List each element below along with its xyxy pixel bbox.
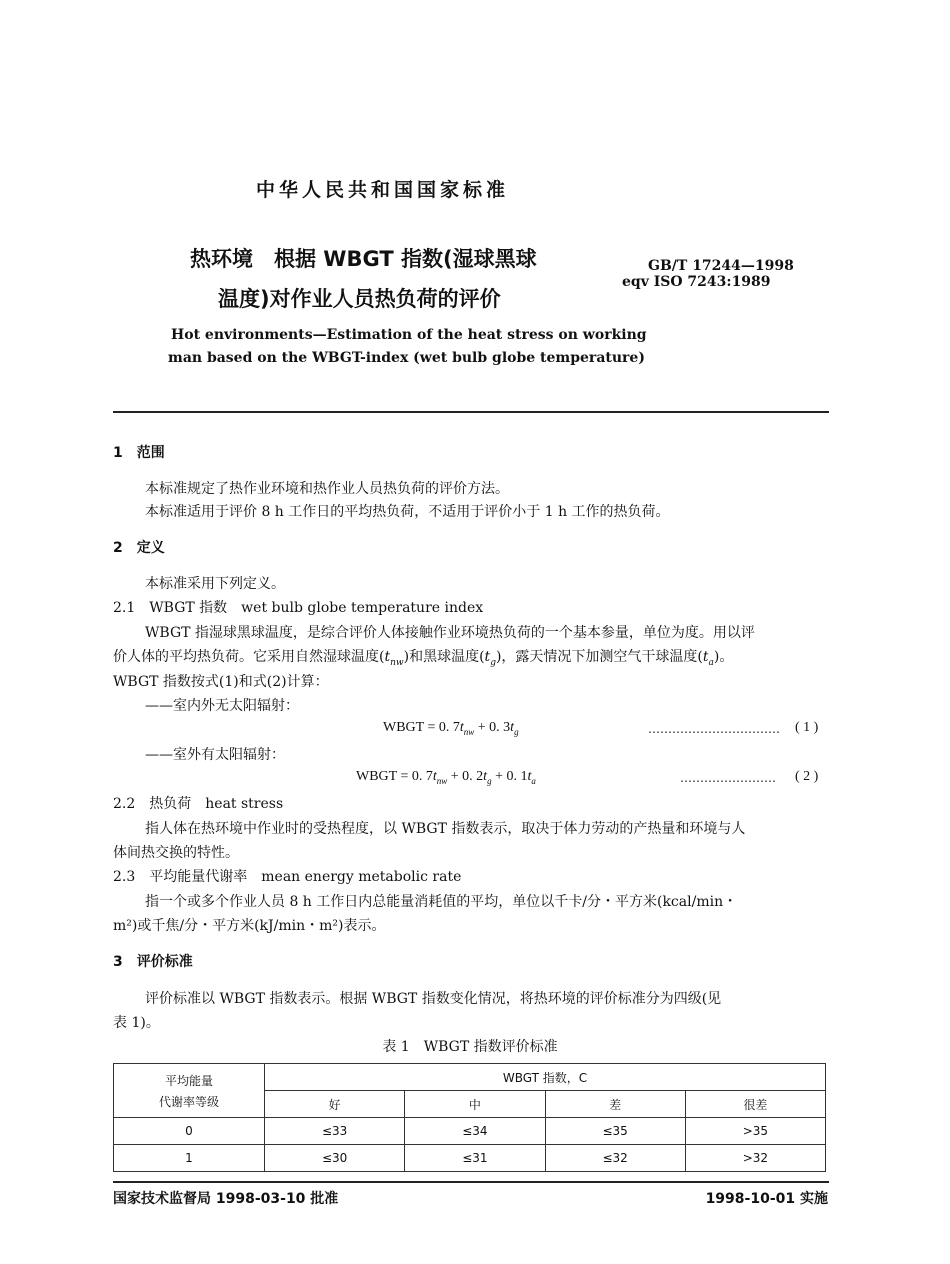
header-divider [113,411,829,413]
equivalent-standard: eqv ISO 7243:1989 [622,274,771,290]
row-header-cell [114,1064,265,1118]
value-cell: ≤33 [265,1118,405,1145]
title-cn-line1: 热环境 根据 WBGT 指数(湿球黑球 [190,247,537,271]
case-no-solar: ——室内外无太阳辐射： [145,698,299,714]
section-1-paragraph-2: 本标准适用于评价 8 h 工作日的平均热负荷，不适用于评价小于 1 h 工作的热负荷。 [145,504,670,520]
section-2-2-heading: 2.2 热负荷 heat stress [113,796,284,812]
section-2-2-paragraph-2: 体间热交换的特性。 [113,845,239,861]
section-2-1-paragraph-3: WBGT 指数按式(1)和式(2)计算： [113,674,329,690]
section-1-paragraph-1: 本标准规定了热作业环境和热作业人员热负荷的评价方法。 [145,481,509,497]
wbgt-evaluation-table [113,1063,826,1172]
column-header: 中 [405,1091,545,1118]
formula-2-leader: …………………… [680,771,776,785]
section-2-3-paragraph-2: m²)或千焦/分・平方米(kJ/min・m²)表示。 [113,918,386,934]
section-3-heading: 3 评价标准 [113,954,193,970]
implementation-date: 1998-10-01 实施 [705,1191,828,1207]
section-2-3-paragraph-1: 指一个或多个作业人员 8 h 工作日内总能量消耗值的平均，单位以千卡/分・平方米(kcal/min・ [145,894,738,910]
approval-date: 国家技术监督局 1998-03-10 批准 [113,1191,339,1207]
value-cell: >32 [685,1145,825,1172]
column-header: 差 [545,1091,685,1118]
row-header-line-1: 平均能量 [164,1073,213,1088]
value-cell: >35 [685,1118,825,1145]
table-row [114,1118,826,1145]
section-1-heading: 1 范围 [113,445,165,461]
section-2-1-heading: 2.1 WBGT 指数 wet bulb globe temperature index [113,600,484,616]
national-standard-heading: 中华人民共和国国家标准 [255,179,509,201]
case-with-solar: ——室外有太阳辐射： [145,747,285,763]
level-cell: 0 [114,1118,265,1145]
section-2-1-paragraph-1: WBGT 指湿球黑球温度，是综合评价人体接触作业环境热负荷的一个基本参量，单位为度。用以评 [145,625,755,641]
level-cell: 1 [114,1145,265,1172]
column-header: 好 [265,1091,405,1118]
section-2-1-paragraph-2: 价人体的平均热负荷。它采用自然湿球温度$(t_{nw})$和黑球温度$(t_g)$，露天情况下加测空气干球温度$(t_a)$。 [113,649,734,668]
section-2-2-paragraph-1: 指人体在热环境中作业时的受热程度，以 WBGT 指数表示，取决于体力劳动的产热量和环境与人 [145,821,746,837]
value-cell: ≤30 [265,1145,405,1172]
formula-1-leader: …………………………… [648,722,780,736]
row-header-line-2: 代谢率等级 [158,1094,219,1109]
value-cell: ≤31 [405,1145,545,1172]
title-cn-line2: 温度)对作业人员热负荷的评价 [218,287,501,311]
section-2-heading: 2 定义 [113,540,165,556]
value-cell: ≤32 [545,1145,685,1172]
table-row [114,1145,826,1172]
group-header: WBGT 指数，C [265,1064,826,1091]
formula-1: WBGT = 0. $7t_{nw} + 0$. $3t_g$ [383,720,519,737]
section-2-intro: 本标准采用下列定义。 [145,576,285,592]
value-cell: ≤34 [405,1118,545,1145]
table-1-caption: 表 1 WBGT 指数评价标准 [382,1039,558,1055]
standard-number: GB/T 17244—1998 [648,258,794,274]
section-2-3-heading: 2.3 平均能量代谢率 mean energy metabolic rate [113,869,462,885]
title-en-line1: Hot environments—Estimation of the heat stress on working [171,327,647,343]
section-3-paragraph-2: 表 1)。 [113,1015,160,1031]
column-header: 很差 [685,1091,825,1118]
section-3-paragraph-1: 评价标准以 WBGT 指数表示。根据 WBGT 指数变化情况，将热环境的评价标准分为四级(见 [145,991,722,1007]
value-cell: ≤35 [545,1118,685,1145]
formula-2-number: ( 2 ) [795,769,819,784]
title-en-line2: man based on the WBGT-index (wet bulb globe temperature) [168,350,645,366]
footer-divider [113,1181,829,1183]
formula-1-number: ( 1 ) [795,720,819,735]
formula-2: WBGT = 0. $7t_{nw} + 0$. $2t_g + 0$. $1t_a$ [356,769,536,786]
